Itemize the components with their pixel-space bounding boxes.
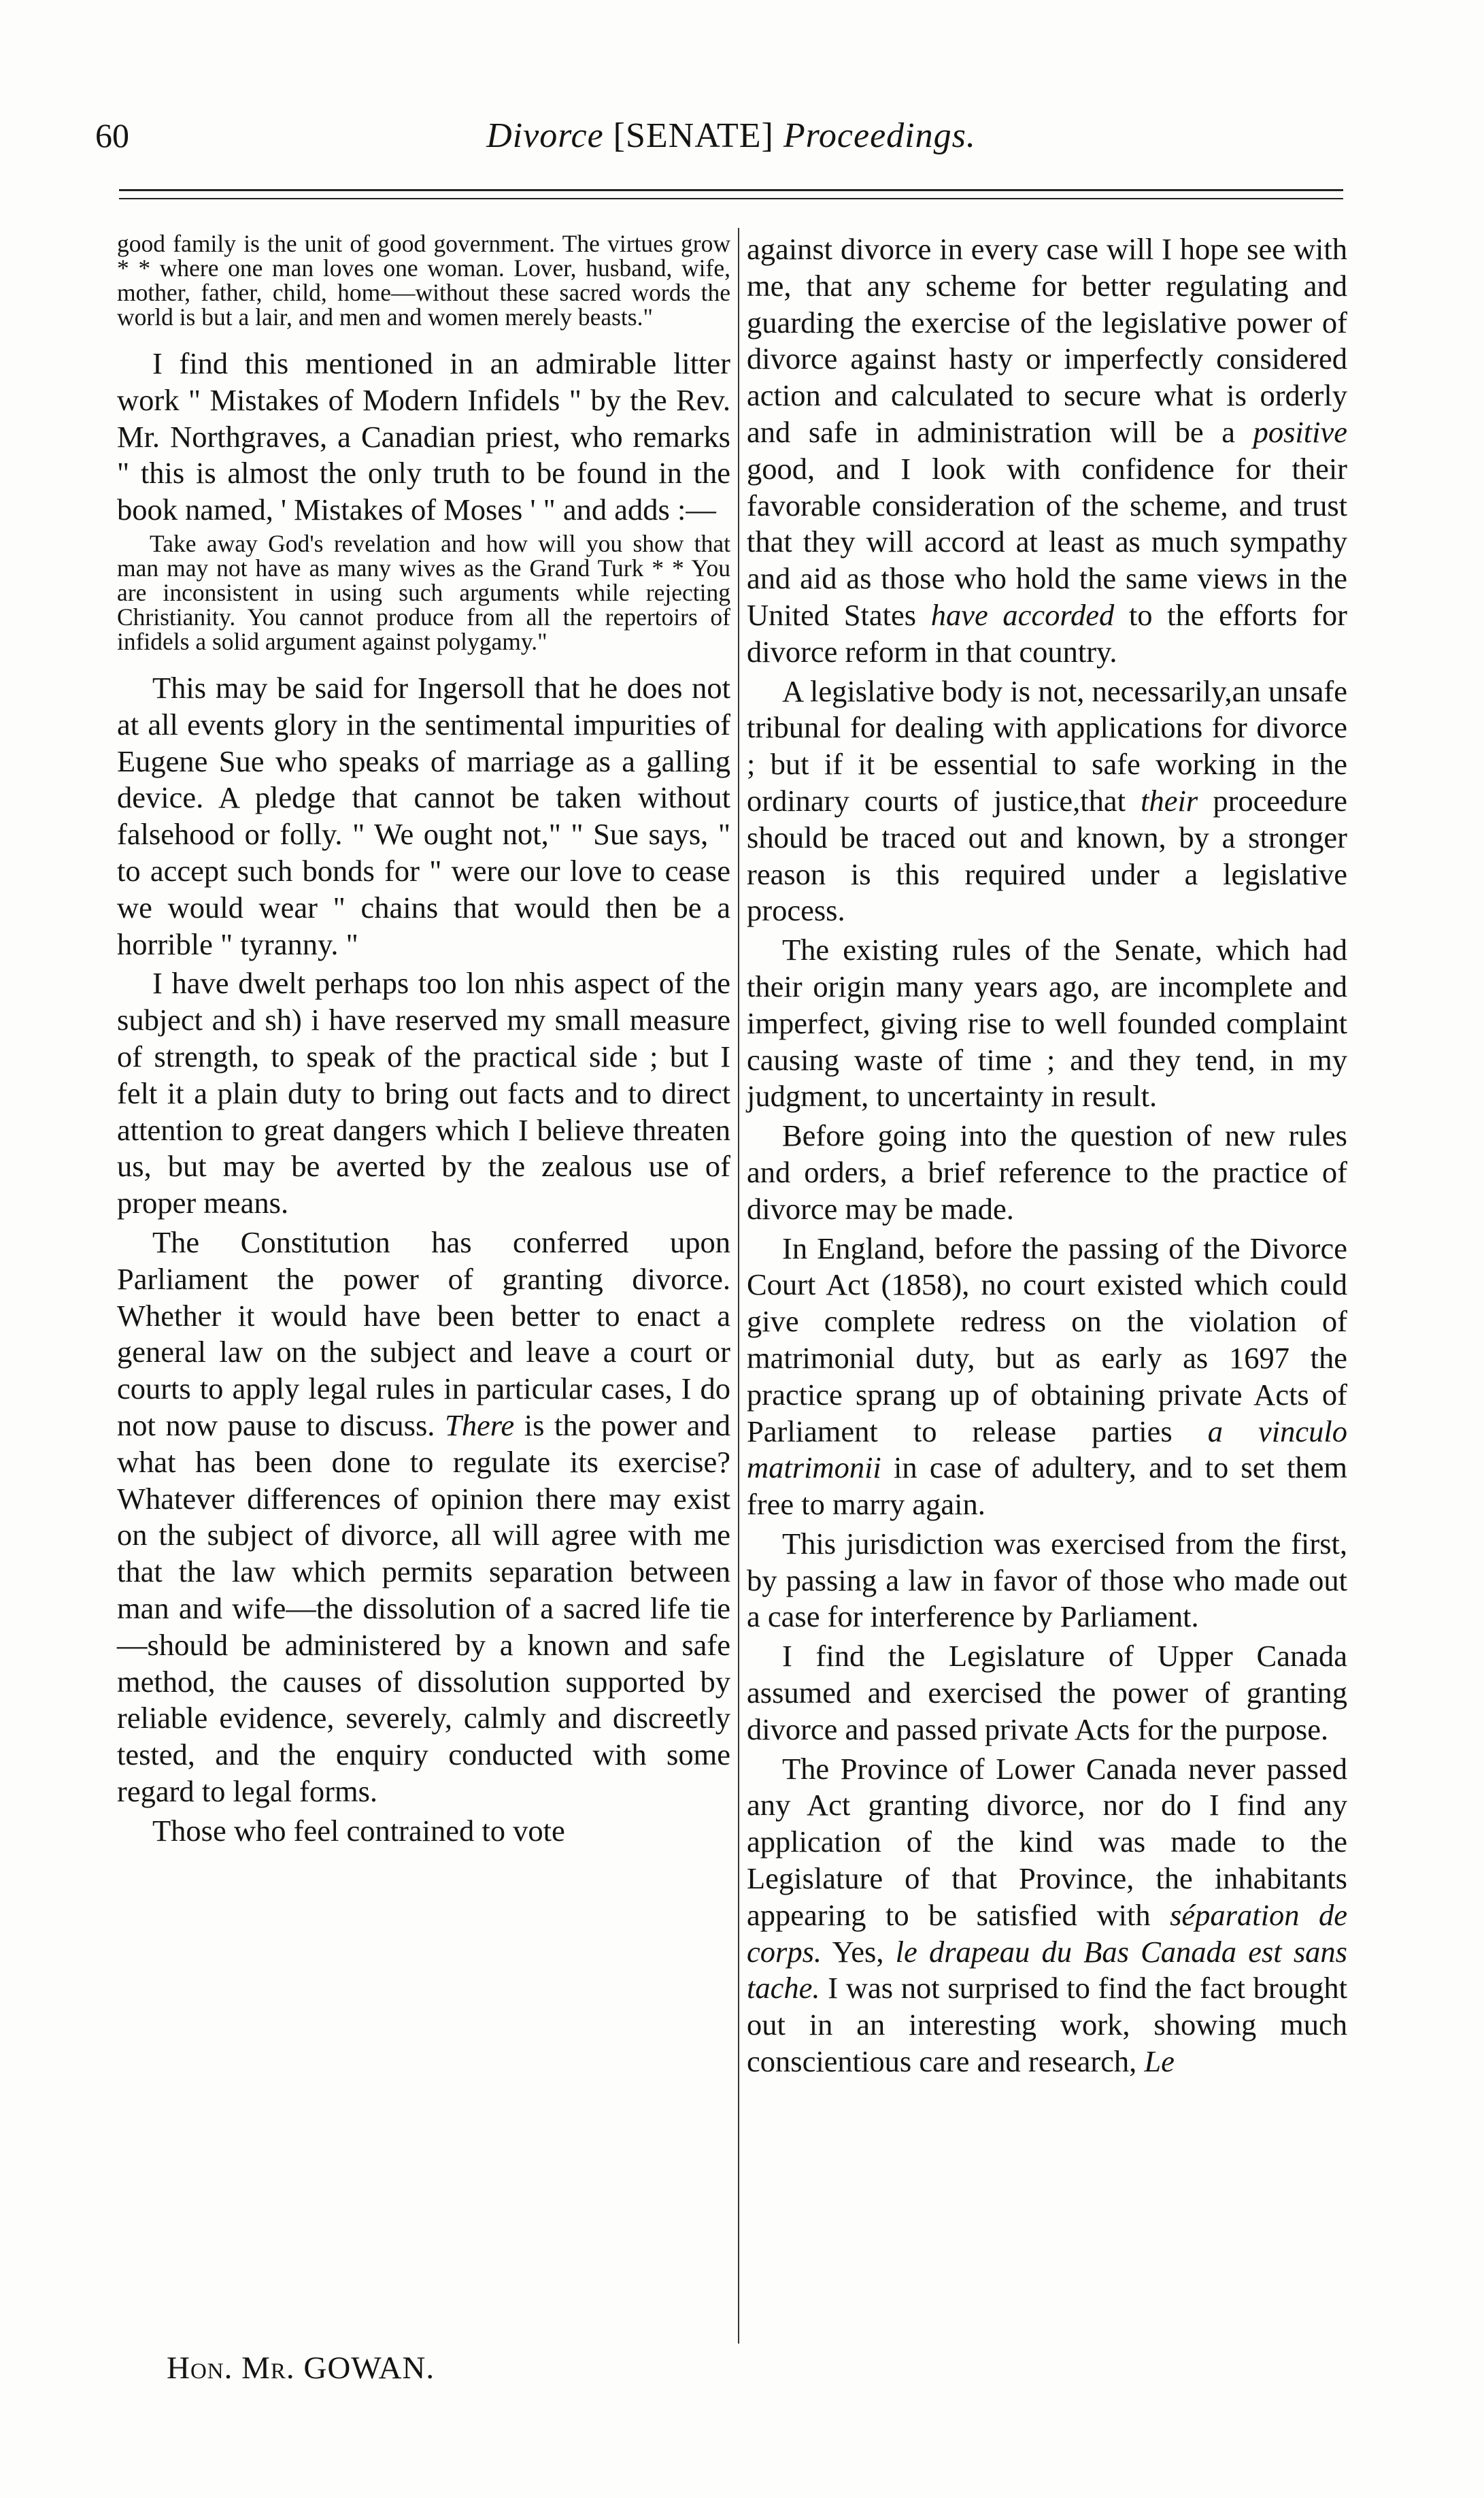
text-run: A legislative body is not, necessarily,an unsafe tribunal for dealing with applications for divorce ; but if it be essential to safe working in the ordinary courts of justice,that [747, 673, 1347, 818]
italic-text: a vinculo matrimonii [747, 1414, 1348, 1485]
paragraph-continued [747, 231, 1347, 671]
paragraph: Those who feel contrained to vote [152, 1813, 565, 1848]
speaker-footer: Hon. Mr. GOWAN. [167, 2350, 435, 2386]
text-run: in case of adultery, and to set them free to marry again. [747, 1450, 1348, 1522]
page-number: 60 [95, 116, 129, 154]
paragraph [117, 1225, 730, 1810]
italic-text: séparation de corps. [747, 1897, 1348, 1969]
paragraph: The existing rules of the Senate, which had their origin many years ago, are incomplete and imperfect, giving rise to well founded complaint causing waste of time ; and they tend, in my judgment, to uncertainty in result. [747, 933, 1347, 1114]
paragraph: This jurisdiction was exercised from the first, by passing a law in favor of those who made out a case for interference by Parliament. [747, 1526, 1347, 1634]
text-run: The Constitution has conferred upon Parliament the power of granting divorce. Whether it would have been better to enact a general law on the subject and leave a court or courts to apply legal rules in particular cases, I do not now pause to discuss. [117, 1225, 730, 1442]
paragraph: I find the Legislature of Upper Canada assumed and exercised the power of granting divorce and passed private Acts for the purpose. [747, 1639, 1347, 1746]
text-run: In England, before the passing of the Divorce Court Act (1858), no court existed which could give complete redress on the violation of matrimonial duty, but as early as 1697 the practice sprang up of obtaining private Acts of Parliament to release parties [747, 1231, 1347, 1448]
paragraph [747, 673, 1347, 930]
text-run: I was not surprised to find the fact brought out in an interesting work, showing much conscientious care and research, [747, 1971, 1347, 2079]
paragraph: I find this mentioned in an admirable litter work " Mistakes of Modern Infidels " by the Rev. Mr. Northgraves, a Canadian priest, who remarks " this is almost the only truth to be found in the book named, ' Mistakes of Moses ' " and adds :— [117, 346, 730, 527]
header-rule-top [119, 189, 1343, 191]
page-header [95, 116, 1367, 170]
paragraph: Before going into the question of new rules and orders, a brief reference to the practice of divorce may be made. [747, 1118, 1347, 1226]
text-run: to the efforts for divorce reform in that country. [747, 597, 1347, 669]
italic-text: Le [1144, 2044, 1175, 2079]
paragraph: I have dwelt perhaps too lon nhis aspect of the subject and sh) i have reserved my small measure of strength, to speak of the practical side ; but I felt it a plain duty to bring out facts and to direct attention to great dangers which I believe threaten us, but may be averted by the zealous use of proper means. [117, 966, 730, 1220]
header-rule-bottom [119, 198, 1343, 199]
right-column [747, 231, 1347, 2083]
column-divider [738, 228, 739, 2344]
running-title-senate: [SENATE] [613, 116, 774, 155]
text-run: good, and I look with confidence for their favorable consideration of the scheme, and trust that they will accord at least as much sympathy and aid as those who hold the same views in the United States [747, 451, 1347, 632]
paragraph: This may be said for Ingersoll that he does not at all events glory in the sentimental impurities of Eugene Sue who speaks of marriage as a galling device. A pledge that cannot be taken without falsehood or folly. " We ought not," " Sue says, " to accept such bonds for " were our love to cease we would wear " chains that would then be a horrible " tyranny. " [117, 670, 730, 961]
text-run: The Province of Lower Canada never passed any Act granting divorce, nor do I find any application of the kind was made to the Legislature of that Province, the inhabitants appearing to be satisfied with [747, 1751, 1347, 1932]
running-title-proceedings: Proceedings. [783, 116, 976, 155]
quotation-ingersoll: good family is the unit of good government. The virtues grow * * where one man loves one woman. Lover, husband, wife, mother, father, child, home—without these sacred words the world is but a lair, and men and women merely beasts." [117, 230, 730, 331]
text-run: Yes, [832, 1934, 884, 1969]
italic-text: le drapeau du Bas Canada est sans tache. [747, 1934, 1347, 2005]
running-title [95, 116, 1367, 156]
left-column [117, 231, 730, 1852]
italic-text: their [1141, 783, 1198, 818]
paragraph [747, 1751, 1347, 2080]
text-run: against divorce in every case will I hope see with me, that any scheme for better regulating and guarding the exercise of the legislative power of divorce against hasty or imperfectly considered action and calculated to secure what is orderly and safe in administration will be a [747, 232, 1347, 449]
text-run: proceedure should be traced out and known, by a stronger reason is this required under a legislative process. [747, 783, 1347, 928]
italic-text: There [445, 1408, 515, 1442]
quotation-northgraves: Take away God's revelation and how will you show that man may not have as many wives as the Grand Turk * * You are inconsistent in using such arguments while rejecting Christianity. You cannot produce from all the repertoirs of infidels a solid argument against polygamy." [117, 529, 730, 655]
running-title-divorce: Divorce [486, 116, 604, 155]
italic-text: positive [1253, 414, 1347, 449]
italic-text: have accorded [930, 597, 1115, 632]
text-run: is the power and what has been done to regulate its exercise? Whatever differences of opinion there may exist on the subject of divorce, all will agree with me that the law which permits separation between man and wife—the dissolution of a sacred life tie —should be administered by a known and safe method, the causes of dissolution supported by reliable evidence, severely, calmly and discreetly tested, and the enquiry conducted with some regard to legal forms. [117, 1408, 730, 1808]
paragraph [747, 1231, 1347, 1523]
